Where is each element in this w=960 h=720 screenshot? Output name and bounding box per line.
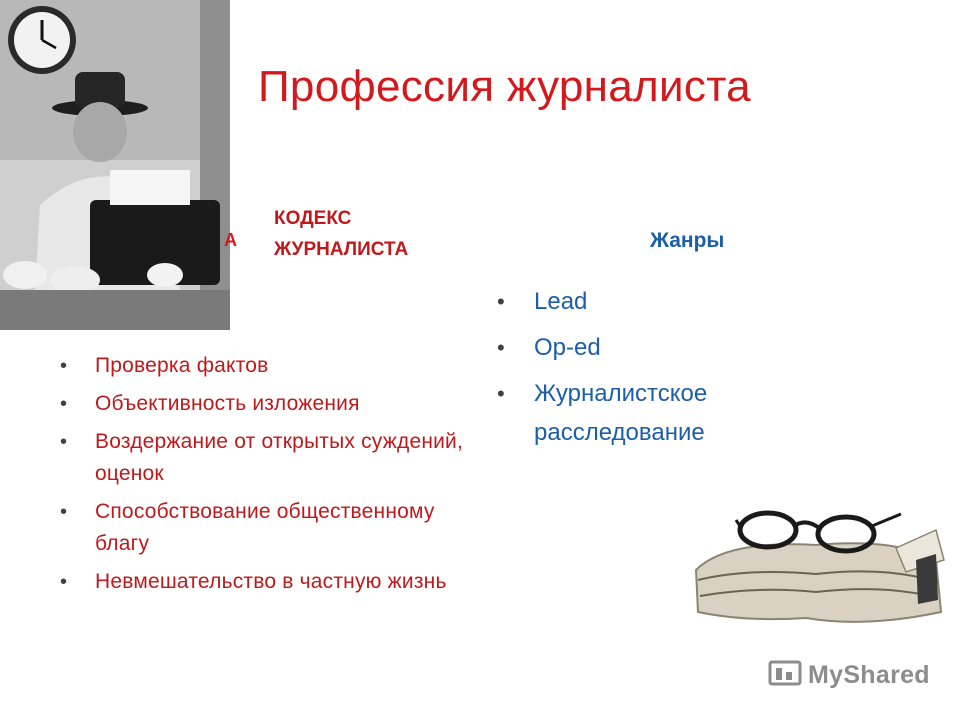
journalist-photo bbox=[0, 0, 230, 330]
list-item: • Объективность изложения bbox=[60, 388, 470, 420]
list-item: • Lead bbox=[497, 282, 827, 321]
code-heading-line2: ЖУРНАЛИСТА bbox=[274, 239, 409, 260]
code-heading-line1: КОДЕКС bbox=[274, 208, 352, 229]
list-item: • Проверка фактов bbox=[60, 350, 470, 382]
list-item: • Воздержание от открытых суждений, оценок bbox=[60, 426, 470, 490]
slide-title: Профессия журналиста bbox=[258, 62, 751, 111]
genres-heading: Жанры bbox=[650, 229, 725, 252]
title-fragment: А bbox=[224, 230, 237, 250]
myshared-logo-icon bbox=[768, 658, 802, 693]
watermark-text: MyShared bbox=[808, 660, 930, 689]
genre-list bbox=[497, 282, 827, 459]
list-item: • Op-ed bbox=[497, 328, 827, 367]
list-item: • Способствование общественному благу bbox=[60, 496, 470, 560]
list-item: • Невмешательство в частную жизнь bbox=[60, 566, 470, 598]
code-list bbox=[60, 350, 470, 604]
list-item: • Журналистское расследование bbox=[497, 374, 827, 452]
watermark bbox=[768, 655, 930, 695]
code-heading bbox=[274, 203, 408, 265]
newspaper-glasses-image bbox=[686, 500, 948, 630]
